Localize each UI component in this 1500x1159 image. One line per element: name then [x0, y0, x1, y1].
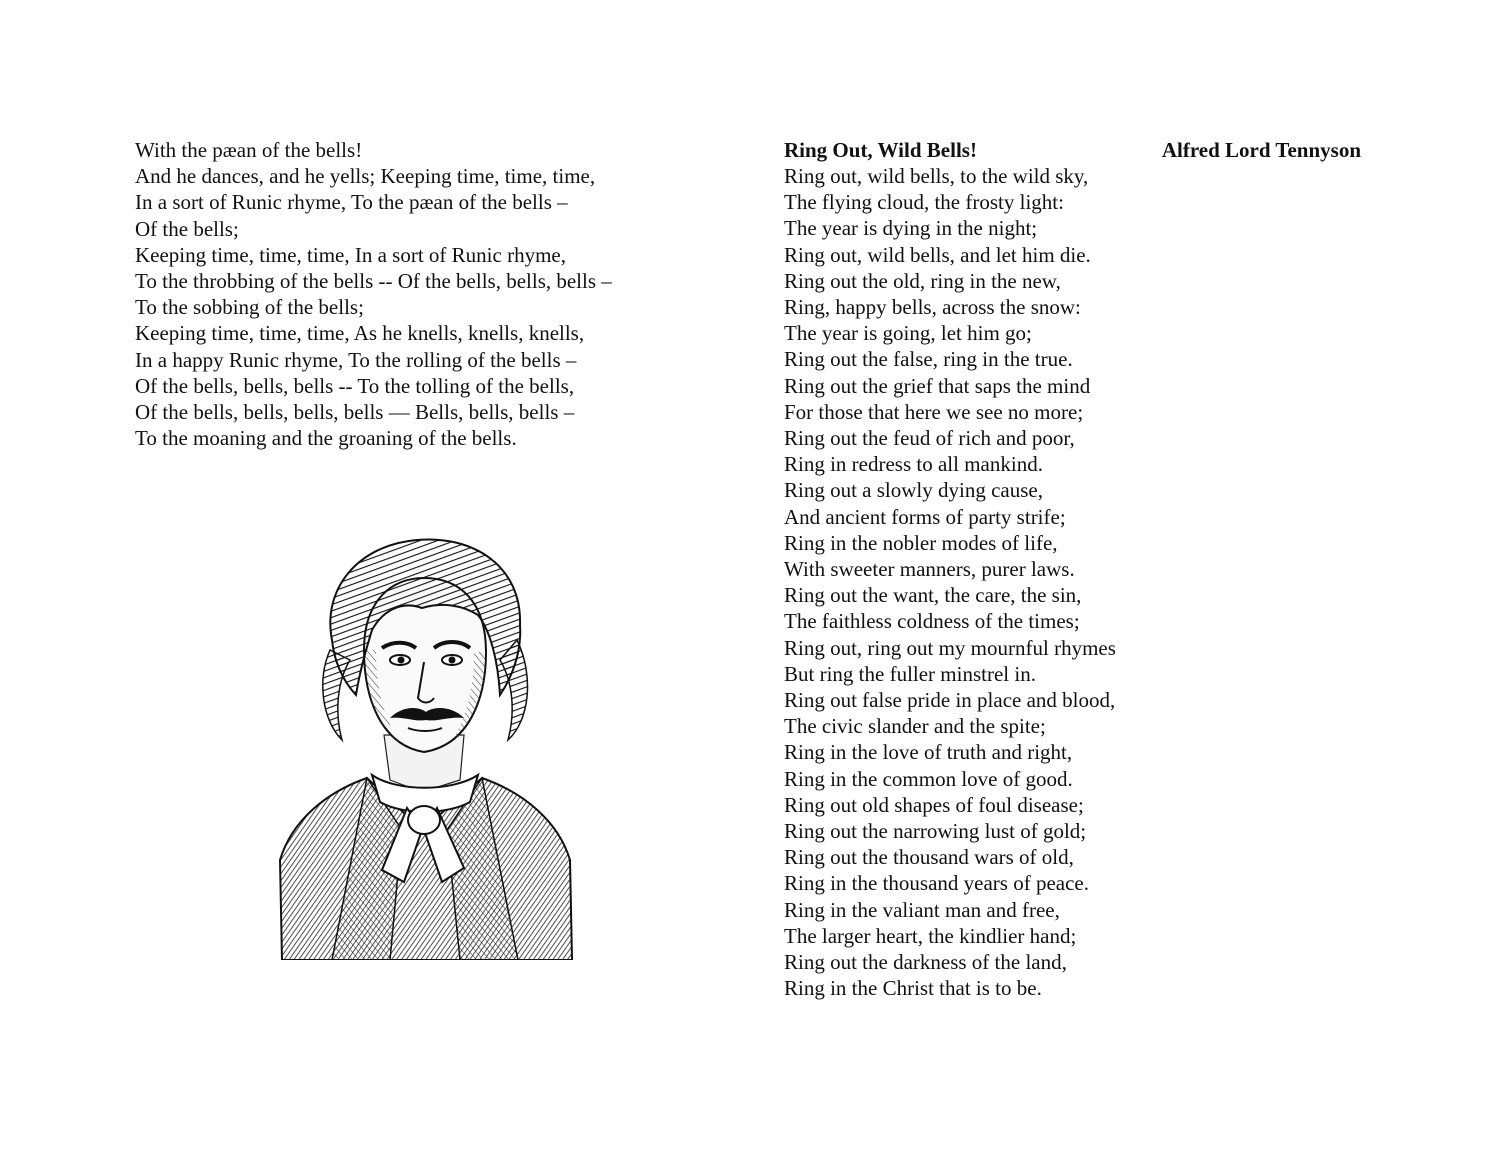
- poem-line: Ring out the want, the care, the sin,: [784, 583, 1082, 608]
- poem-line: Ring out the darkness of the land,: [784, 950, 1067, 975]
- poem-line: Of the bells;: [135, 216, 239, 241]
- poem-line: To the throbbing of the bells -- Of the bells, bells, bells –: [135, 269, 612, 294]
- poem-line: In a sort of Runic rhyme, To the pæan of the bells –: [135, 190, 568, 215]
- poem-line: The year is dying in the night;: [784, 216, 1038, 241]
- poem-author: Alfred Lord Tennyson: [1161, 138, 1361, 162]
- poem-line: Ring out false pride in place and blood,: [784, 688, 1116, 713]
- poem-line: Ring out, wild bells, to the wild sky,: [784, 164, 1089, 188]
- poem-line: To the moaning and the groaning of the bells.: [135, 426, 517, 451]
- poem-line: And he dances, and he yells; Keeping time, time, time,: [135, 164, 596, 189]
- poem-line: Ring out the thousand wars of old,: [784, 845, 1074, 870]
- left-poem: [135, 137, 612, 451]
- poem-line: Ring in the Christ that is to be.: [784, 976, 1042, 1001]
- poem-line: Ring out a slowly dying cause,: [784, 478, 1043, 503]
- poem-line: Ring in the common love of good.: [784, 766, 1073, 791]
- poem-line: To the sobbing of the bells;: [135, 295, 364, 320]
- poem-line: Ring out the grief that saps the mind: [784, 373, 1091, 398]
- poem-line: Ring, happy bells, across the snow:: [784, 295, 1081, 320]
- poem-line: For those that here we see no more;: [784, 399, 1084, 424]
- poem-line: Ring out, ring out my mournful rhymes: [784, 635, 1116, 660]
- poem-line: Keeping time, time, time, As he knells, knells, knells,: [135, 321, 585, 346]
- poem-line: Ring in the valiant man and free,: [784, 897, 1060, 922]
- poem-line: The flying cloud, the frosty light:: [784, 190, 1064, 215]
- poem-header: [784, 137, 1361, 163]
- poem-line: Ring out the old, ring in the new,: [784, 268, 1061, 293]
- poem-line: But ring the fuller minstrel in.: [784, 661, 1036, 686]
- right-poem: [784, 163, 1116, 1002]
- poem-line: Ring out the narrowing lust of gold;: [784, 819, 1087, 844]
- poem-line: Ring in the love of truth and right,: [784, 740, 1073, 765]
- poem-line: Ring in redress to all mankind.: [784, 452, 1043, 477]
- poem-line: Ring out the false, ring in the true.: [784, 347, 1073, 372]
- poem-line: With the pæan of the bells!: [135, 138, 363, 162]
- poem-title: Ring Out, Wild Bells!: [784, 138, 977, 162]
- poem-line: Ring out, wild bells, and let him die.: [784, 242, 1091, 267]
- poem-line: Of the bells, bells, bells, bells — Bells, bells, bells –: [135, 400, 575, 425]
- poem-line: Ring in the thousand years of peace.: [784, 871, 1089, 896]
- poem-line: Ring in the nobler modes of life,: [784, 530, 1058, 555]
- poem-line: Of the bells, bells, bells -- To the tolling of the bells,: [135, 373, 575, 398]
- poem-line: And ancient forms of party strife;: [784, 504, 1066, 529]
- poem-line: Keeping time, time, time, In a sort of Runic rhyme,: [135, 242, 566, 267]
- poem-line: In a happy Runic rhyme, To the rolling of the bells –: [135, 347, 577, 372]
- poem-line: The year is going, let him go;: [784, 321, 1032, 346]
- poem-line: The larger heart, the kindlier hand;: [784, 923, 1077, 948]
- poem-line: The faithless coldness of the times;: [784, 609, 1080, 634]
- engraved-portrait-image: [272, 530, 577, 960]
- poem-line: The civic slander and the spite;: [784, 714, 1046, 739]
- poem-line: With sweeter manners, purer laws.: [784, 557, 1075, 582]
- poem-line: Ring out the feud of rich and poor,: [784, 426, 1075, 451]
- poem-line: Ring out old shapes of foul disease;: [784, 792, 1084, 817]
